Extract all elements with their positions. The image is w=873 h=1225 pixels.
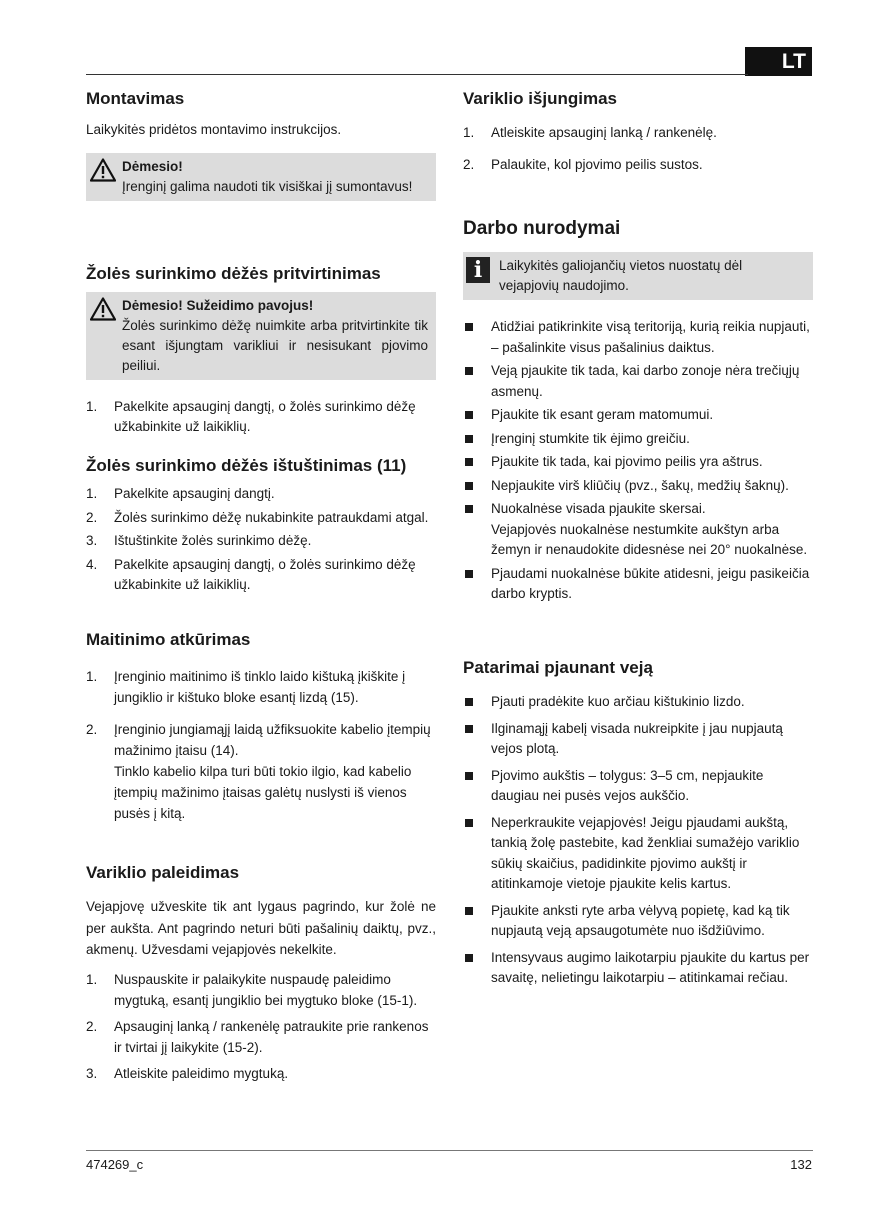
info-text: Laikykitės galiojančių vietos nuostatų dėl vejapjovių naudojimo. xyxy=(499,258,743,293)
darbo-bullets xyxy=(463,317,813,605)
list-item: 2. Žolės surinkimo dėžę nukabinkite patraukdami atgal. xyxy=(86,509,429,525)
warning-box-montavimas xyxy=(86,153,436,201)
list-item: Pjaudami nuokalnėse būkite atidesni, jeigu pasikeičia darbo kryptis. xyxy=(463,564,813,605)
section-title-pritvirtinimas: Žolės surinkimo dėžės pritvirtinimas xyxy=(86,264,381,283)
page-number: 132 xyxy=(790,1157,812,1172)
list-item: 1. Pakelkite apsauginį dangtį, o žolės surinkimo dėžę užkabinkite už laikiklių. xyxy=(86,399,416,434)
list-item: 1. Įrenginio maitinimo iš tinklo laido kištuką įkiškite į jungiklio ir kištuko bloke esantį lizdą (15). xyxy=(86,669,406,705)
list-item: Neperkraukite vejapjovės! Jeigu pjaudami aukštą, tankią žolę pastebite, kad ženkliai sumažėjo variklio sūkių skaičius, padidinkite pjovimo aukštį ir atitinkamoje vietoje pjaukite kelis kartus. xyxy=(463,813,813,895)
section-title-patarimai: Patarimai pjaunant veją xyxy=(463,658,653,677)
list-item: 2. Įrenginio jungiamąjį laidą užfiksuokite kabelio įtempių mažinimo įtaisu (14). Tinklo kabelio kilpa turi būti tokio ilgio, kad kabelio įtempių mažinimo įtaisas galėtų nuslysti iš vienos pusės į kitą. xyxy=(86,722,431,821)
section-title-paleidimas: Variklio paleidimas xyxy=(86,863,240,882)
section-title-montavimas: Montavimas xyxy=(86,89,185,108)
section-title-darbo: Darbo nurodymai xyxy=(463,218,621,239)
warning-icon xyxy=(90,158,116,182)
list-item: 2. Apsauginį lanką / rankenėlę patraukite prie rankenos ir tvirtai jį laikykite (15-2). xyxy=(86,1019,429,1055)
warning-box-pritvirtinimas xyxy=(86,292,436,380)
list-item: Atidžiai patikrinkite visą teritoriją, kurią reikia nupjauti, – pašalinkite visus pašalinius daiktus. xyxy=(463,317,813,358)
header-rule xyxy=(86,74,748,75)
montavimas-text: Laikykitės pridėtos montavimo instrukcijos. xyxy=(86,122,342,137)
list-item: Pjauti pradėkite kuo arčiau kištukinio lizdo. xyxy=(463,692,813,713)
isjungimas-steps xyxy=(463,122,813,175)
info-box-darbo xyxy=(463,252,813,300)
list-item: Pjaukite tik esant geram matomumui. xyxy=(463,405,813,426)
list-item: 3. Atleiskite paleidimo mygtuką. xyxy=(86,1066,289,1081)
document-code: 474269_c xyxy=(86,1157,144,1172)
list-item: 3. Ištuštinkite žolės surinkimo dėžę. xyxy=(86,533,312,548)
list-item: Įrenginį stumkite tik ėjimo greičiu. xyxy=(463,429,813,450)
list-item: Nuokalnėse visada pjaukite skersai. Vejapjovės nuokalnėse nestumkite aukštyn arba žemyn ir nenaudokite didesnėse nei 20° nuokalnėse. xyxy=(463,499,813,561)
list-item: Pjovimo aukštis – tolygus: 3–5 cm, nepjaukite daugiau nei pusės vejos aukščio. xyxy=(463,766,813,807)
list-item: Ilginamąjį kabelį visada nukreipkite į jau nupjautą vejos plotą. xyxy=(463,719,813,760)
list-item: Nepjaukite virš kliūčių (pvz., šakų, medžių šaknų). xyxy=(463,476,813,497)
list-item: 1. Pakelkite apsauginį dangtį. xyxy=(86,486,275,501)
warning-icon xyxy=(90,297,116,321)
list-item: Veją pjaukite tik tada, kai darbo zonoje nėra trečiųjų asmenų. xyxy=(463,361,813,402)
warning-title: Dėmesio! xyxy=(122,159,183,174)
pritvirtinimas-steps xyxy=(86,397,436,437)
warning-body: Įrenginį galima naudoti tik visiškai jį sumontavus! xyxy=(122,179,413,194)
paleidimas-steps xyxy=(86,969,436,1084)
list-item: Pjaukite anksti ryte arba vėlyvą popietę, kad ką tik nupjautą veją apsaugotumėte nuo išdžiūvimo. xyxy=(463,901,813,942)
warning-body: Žolės surinkimo dėžę nuimkite arba pritvirtinkite tik esant išjungtam varikliui ir nesisukant pjovimo peiliui. xyxy=(122,318,428,373)
list-item: Intensyvaus augimo laikotarpiu pjaukite du kartus per savaitę, nelietingu laikotarpiu – atitinkamai rečiau. xyxy=(463,948,813,989)
istustinimas-steps xyxy=(86,482,436,595)
list-item: 1. Atleiskite apsauginį lanką / rankenėlę. xyxy=(463,125,717,140)
list-item: 2. Palaukite, kol pjovimo peilis sustos. xyxy=(463,157,703,172)
section-title-maitinimo: Maitinimo atkūrimas xyxy=(86,630,251,649)
list-item: 1. Nuspauskite ir palaikykite nuspaudę paleidimo mygtuką, esantį jungiklio bei mygtuko bloke (15-1). xyxy=(86,972,418,1008)
warning-title: Dėmesio! Sužeidimo pavojus! xyxy=(122,298,314,313)
patarimai-bullets xyxy=(463,692,813,989)
footer-rule xyxy=(86,1150,813,1151)
list-item: Pjaukite tik tada, kai pjovimo peilis yra aštrus. xyxy=(463,452,813,473)
paleidimas-text: Vejapjovę užveskite tik ant lygaus pagrindo, kur žolė ne per aukšta. Ant pagrindo neturi būti pašalinių daiktų, pvz., akmenų. Užvesdami vejapjovės nekelkite. xyxy=(86,899,436,957)
info-icon: i xyxy=(466,257,490,283)
maitinimo-steps xyxy=(86,666,436,824)
list-item: 4. Pakelkite apsauginį dangtį, o žolės surinkimo dėžę užkabinkite už laikiklių. xyxy=(86,556,416,592)
section-title-istustinimas: Žolės surinkimo dėžės ištuštinimas (11) xyxy=(86,456,407,475)
section-title-isjungimas: Variklio išjungimas xyxy=(463,89,618,108)
language-tab: LT xyxy=(745,47,812,76)
